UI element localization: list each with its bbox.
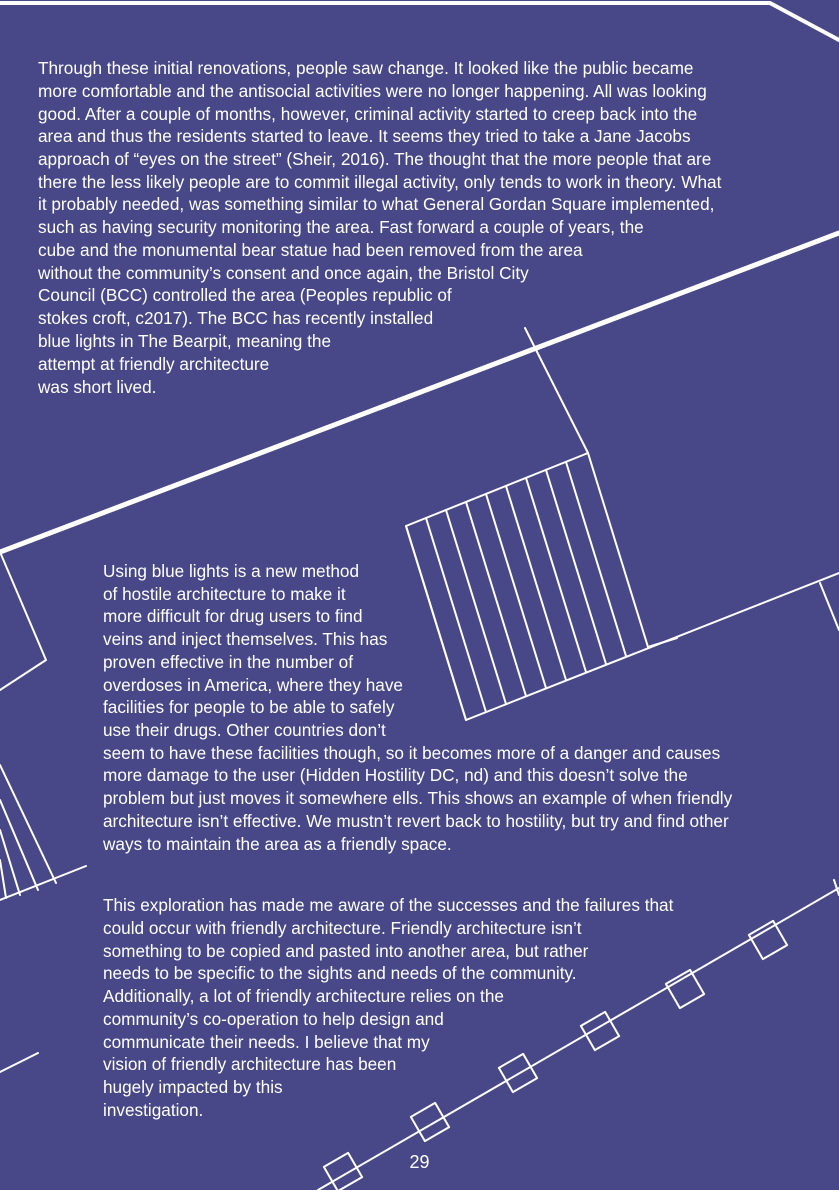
paragraph-1-line: good. After a couple of months, however, criminal activity started to creep back into the bbox=[38, 104, 698, 124]
paragraph-2-line: problem but just moves it somewhere ells. This shows an example of when friendly bbox=[103, 788, 733, 808]
right-edge-lines bbox=[820, 583, 839, 630]
paragraph-3-line: hugely impacted by this bbox=[103, 1077, 283, 1097]
paragraph-2-line: use their drugs. Other countries don’t bbox=[103, 720, 386, 740]
left-bottom-line bbox=[0, 1053, 38, 1072]
paragraph-2-line: overdoses in America, where they have bbox=[103, 675, 403, 695]
page-number: 29 bbox=[409, 1152, 430, 1172]
paragraph-2-line: veins and inject themselves. This has bbox=[103, 629, 388, 649]
paragraph-1-line: blue lights in The Bearpit, meaning the bbox=[38, 331, 332, 351]
paragraph-1-line: Council (BCC) controlled the area (Peoples republic of bbox=[38, 285, 452, 305]
paragraph-3-line: investigation. bbox=[103, 1100, 204, 1120]
paragraph-1-line: without the community’s consent and once again, the Bristol City bbox=[38, 263, 529, 283]
paragraph-3-line: This exploration has made me aware of the successes and the failures that bbox=[103, 895, 674, 915]
paragraph-3-line: vision of friendly architecture has been bbox=[103, 1054, 397, 1074]
paragraph-1-line: was short lived. bbox=[38, 377, 157, 397]
paragraph-2-line: ways to maintain the area as a friendly space. bbox=[103, 834, 452, 854]
paragraph-2-line: architecture isn’t effective. We mustn’t revert back to hostility, but try and find other bbox=[103, 811, 729, 831]
paragraph-2-line: more difficult for drug users to find bbox=[103, 606, 363, 626]
paragraph-1-line: stokes croft, c2017). The BCC has recently installed bbox=[38, 308, 434, 328]
top-border-line bbox=[0, 3, 839, 40]
paragraph-2-line: more damage to the user (Hidden Hostility DC, nd) and this doesn’t solve the bbox=[103, 765, 688, 785]
left-edge-treads bbox=[0, 765, 86, 900]
paragraph-1-line: there the less likely people are to commit illegal activity, only tends to work in theory. What bbox=[38, 172, 722, 192]
paragraph-2-line: proven effective in the number of bbox=[103, 652, 354, 672]
paragraph-1-line: approach of “eyes on the street” (Sheir, 2016). The thought that the more people that are bbox=[38, 149, 712, 169]
paragraph-3-line: communicate their needs. I believe that my bbox=[103, 1032, 430, 1052]
paragraph-2-line: of hostile architecture to make it bbox=[103, 584, 346, 604]
paragraph-3-line: community’s co-operation to help design and bbox=[103, 1009, 444, 1029]
paragraph-1-line: cube and the monumental bear statue had been removed from the area bbox=[38, 240, 583, 260]
paragraph-1-line: such as having security monitoring the area. Fast forward a couple of years, the bbox=[38, 217, 644, 237]
paragraph-1-line: more comfortable and the antisocial activities were no longer happening. All was looking bbox=[38, 81, 707, 101]
paragraph-2-line: seem to have these facilities though, so it becomes more of a danger and causes bbox=[103, 743, 721, 763]
paragraph-1-line: Through these initial renovations, people saw change. It looked like the public became bbox=[38, 58, 694, 78]
left-edge-outline bbox=[0, 552, 46, 690]
paragraph-3-line: Additionally, a lot of friendly architecture relies on the bbox=[103, 986, 504, 1006]
stair-treads bbox=[406, 453, 677, 720]
paragraph-3-line: needs to be specific to the sights and needs of the community. bbox=[103, 963, 577, 983]
paragraph-1-line: it probably needed, was something similar to what General Gordan Square implemented, bbox=[38, 194, 715, 214]
paragraph-2-line: facilities for people to be able to safely bbox=[103, 697, 395, 717]
paragraph-2-line: Using blue lights is a new method bbox=[103, 561, 360, 581]
paragraph-3-line: something to be copied and pasted into another area, but rather bbox=[103, 941, 589, 961]
paragraph-1-line: attempt at friendly architecture bbox=[38, 354, 270, 374]
paragraph-1-line: area and thus the residents started to leave. It seems they tried to take a Jane Jacobs bbox=[38, 126, 691, 146]
paragraph-3-line: could occur with friendly architecture. Friendly architecture isn’t bbox=[103, 918, 582, 938]
